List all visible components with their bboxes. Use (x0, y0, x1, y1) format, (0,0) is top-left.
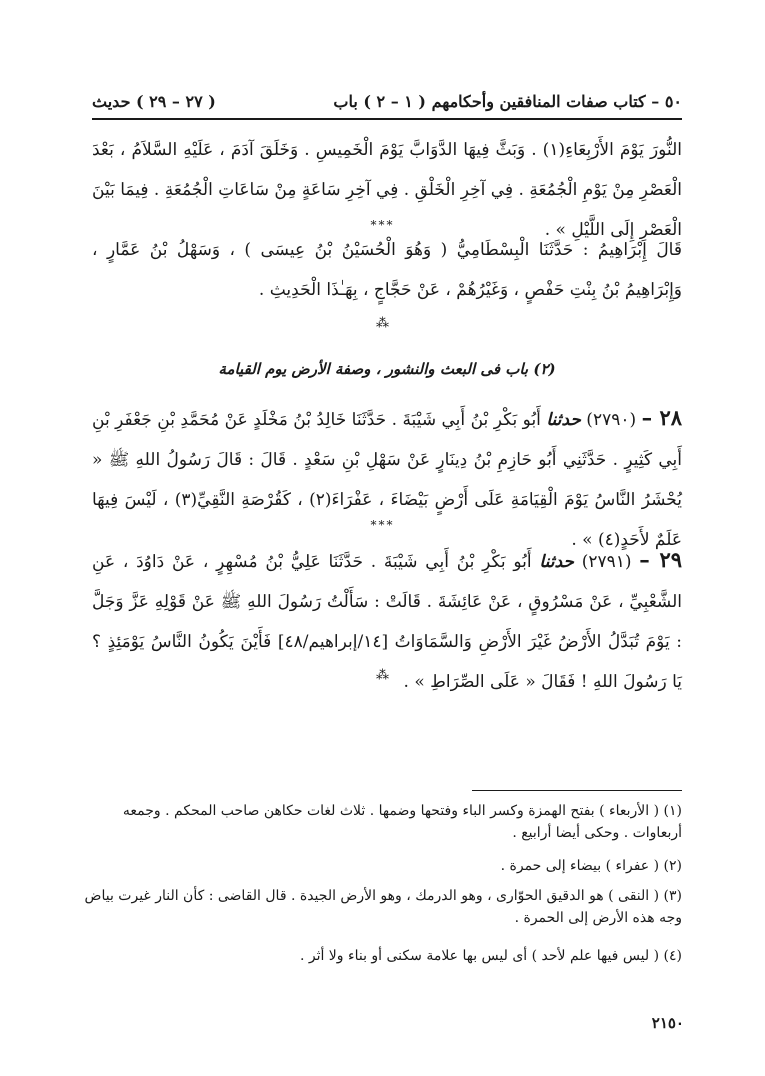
hadith-29-ref: (٢٧٩١) (581, 552, 632, 572)
footnote-3: (٣) ( النقى ) هو الدقيق الحوّارى ، وهو الدرمك ، وهو الأرض الجيدة . قال القاضى : كأن النار غيرت بياض وجه هذه الأرض إلى الحمرة . (84, 888, 682, 926)
header-book-title: ٥٠ – كتاب صفات المنافقين وأحكامهم ( ١ – ٢ ) باب (333, 91, 682, 111)
hadith-28-text: أَبُو بَكْرِ بْنُ أَبِي شَيْبَةَ . حَدَّثَنَا خَالِدُ بْنُ مَخْلَدٍ عَنْ مُحَمَّدِ بْنِ جَعْفَرِ بْنِ أَبِي كَثِيرٍ . حَدَّثَنِي أَبُو حَازِمِ بْنُ دِينَارٍ عَنْ سَهْلِ بْنِ سَعْدٍ . قَالَ : قَالَ رَسُولُ اللهِ ﷺ « يُحْشَرُ النَّاسُ يَوْمَ الْقِيَامَةِ عَلَى أَرْضٍ بَيْضَاءَ ، عَفْرَاءَ(٢) ، كَقُرْصَةِ النَّقِيِّ(٣) ، لَيْسَ فِيهَا عَلَمٌ لأَحَدٍ(٤) » . (92, 410, 682, 550)
hadith-28-ref: (٢٧٩٠) (586, 410, 637, 430)
footnote-rule (472, 790, 682, 791)
hadith-28 (92, 398, 682, 560)
hadith-29-text: أَبُو بَكْرِ بْنُ أَبِي شَيْبَةَ . حَدَّثَنَا عَلِيُّ بْنُ مُسْهِرٍ ، عَنْ دَاوُدَ ، عَنِ الشَّعْبِيِّ ، عَنْ مَسْرُوقٍ ، عَنْ عَائِشَةَ . قَالَتْ : سَأَلْتُ رَسُولَ اللهِ ﷺ عَنْ قَوْلِهِ عَزَّ وَجَلَّ : يَوْمَ تُبَدَّلُ الأَرْضُ غَيْرَ الأَرْضِ وَالسَّمَاوَاتُ [١٤/إبراهيم/٤٨] فَأَيْنَ يَكُونُ النَّاسُ يَوْمَئِذٍ ؟ يَا رَسُولَ اللهِ ! فَقَالَ « عَلَى الصِّرَاطِ » . (92, 552, 682, 692)
separator-stars: *** (370, 218, 395, 232)
running-header (92, 86, 682, 116)
hadith-29-haddatha: حدثنا (539, 552, 574, 572)
separator-stars-2: *** (370, 518, 395, 532)
paragraph-creation-days: النُّورَ يَوْمَ الأَرْبِعَاءِ(١) . وَبَثَّ فِيهَا الدَّوَابَّ يَوْمَ الْخَمِيسِ . وَخَلَقَ آدَمَ ، عَلَيْهِ السَّلاَمُ ، بَعْدَ الْعَصْرِ مِنْ يَوْمِ الْجُمُعَةِ . فِي آخِرِ الْخَلْقِ . فِي آخِرِ سَاعَةٍ مِنْ سَاعَاتِ الْجُمُعَةِ . فِيمَا بَيْنَ الْعَصْرِ إِلَى اللَّيْلِ » . (92, 140, 682, 240)
page-number: ٢١٥٠ (651, 1014, 684, 1032)
header-hadith-range: ( ٢٧ – ٢٩ ) حديث (92, 91, 216, 111)
footnote-2: (٢) ( عفراء ) بيضاء إلى حمرة . (500, 858, 682, 874)
asterism-divider-2: ⁂ (376, 668, 389, 683)
header-rule (92, 118, 682, 120)
chapter-title: (٢) باب فى البعث والنشور ، وصفة الأرض يوم القيامة (218, 360, 556, 378)
footnote-1: (١) ( الأربعاء ) بفتح الهمزة وكسر الباء وفتحها وضمها . ثلاث لغات حكاهن صاحب المحكم . وجمعه أربعاوات . وحكى أيضا أرابيع . (122, 803, 682, 841)
footnote-4: (٤) ( ليس فيها علم لأحد ) أى ليس بها علامة سكنى أو بناء ولا أثر . (299, 948, 682, 964)
asterism-divider: ⁂ (376, 316, 389, 331)
paragraph-ibrahim-chain: قَالَ إِبْرَاهِيمُ : حَدَّثَنَا الْبِسْطَامِيُّ ( وَهُوَ الْحُسَيْنُ بْنُ عِيسَى ) ، وَسَهْلُ بْنُ عَمَّارٍ ، وَإِبْرَاهِيمُ بْنُ بِنْتِ حَفْصٍ ، وَغَيْرُهُمْ ، عَنْ حَجَّاجٍ ، بِهَـٰذَا الْحَدِيثِ . (92, 240, 682, 300)
hadith-28-number: ٢٨ – (641, 405, 682, 430)
hadith-29-number: ٢٩ – (639, 547, 683, 572)
hadith-28-haddatha: حدثنا (546, 410, 581, 430)
